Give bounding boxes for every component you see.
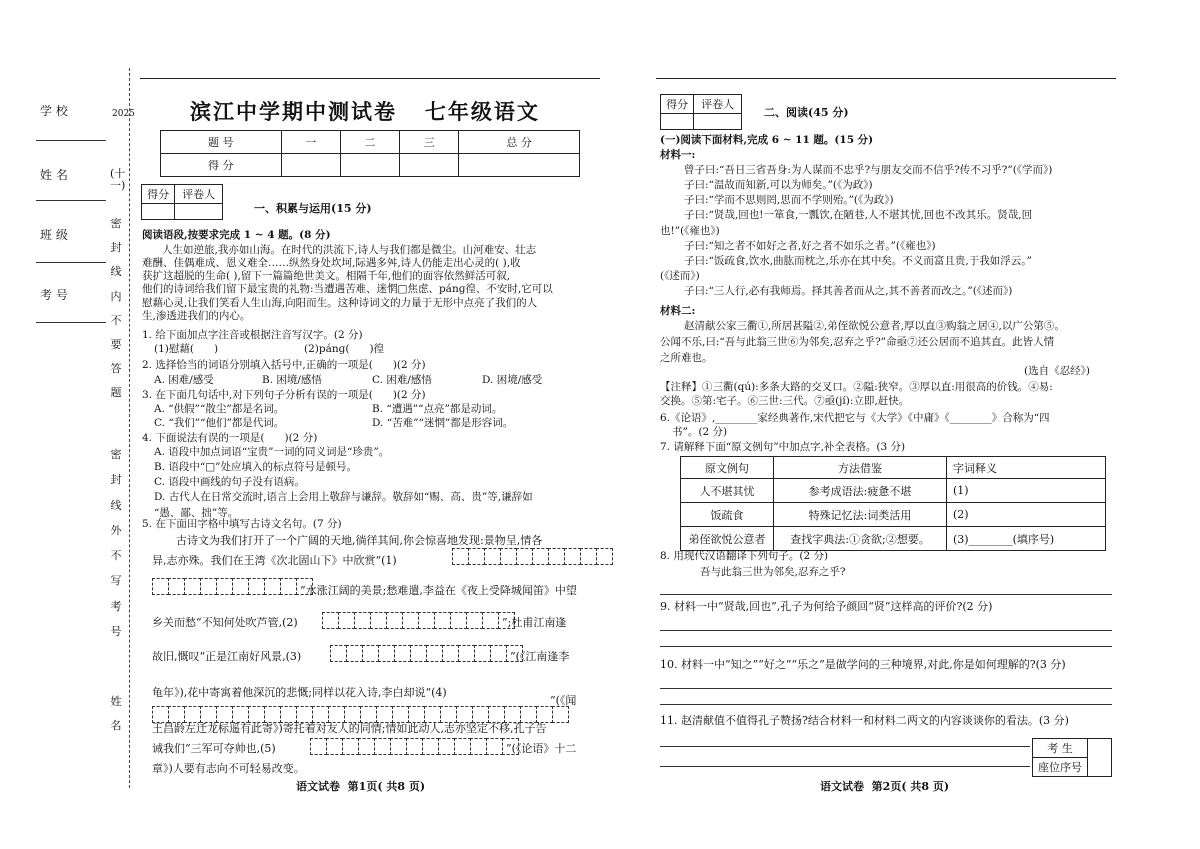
grader-name-label: 评卷人 bbox=[694, 95, 742, 114]
grader-name-label: 评卷人 bbox=[175, 185, 223, 204]
score-header-cell: 三 bbox=[400, 131, 459, 154]
question-8: 8. 用现代汉语翻译下列句子。(2 分) bbox=[660, 550, 829, 562]
page-2-footer: 语文试卷 第2页( 共8 页) bbox=[820, 780, 950, 793]
question-6-cont: 书”。(2 分) bbox=[672, 426, 728, 438]
name-vertical: 姓 名 bbox=[110, 695, 122, 733]
material-line: 子曰:“饭疏食,饮水,曲肱而枕之,乐亦在其中矣。不义而富且贵,于我如浮云。” bbox=[684, 254, 1032, 267]
score-cell[interactable] bbox=[340, 154, 399, 177]
grader-name-cell[interactable] bbox=[175, 204, 223, 220]
material-line: 赵清献公家三衢①,所居甚隘②,弟侄欲悦公意者,厚以直③购翁之居④,以广公第⑤。 bbox=[684, 320, 1065, 332]
q5-line: ”(《闻 bbox=[550, 694, 577, 707]
score-header-cell: 二 bbox=[340, 131, 399, 154]
name-field[interactable] bbox=[36, 200, 106, 201]
grader-score-label: 得分 bbox=[142, 185, 175, 204]
question-6: 6.《论语》,________家经典著作,宋代把它与《大学》《中庸》《________》合称为“四 bbox=[660, 412, 1050, 424]
answer-line-10[interactable] bbox=[660, 688, 1112, 689]
question-1: 1. 给下面加点字注音或根据注音写汉字。(2 分) bbox=[142, 329, 363, 341]
passage-line: 慰藉心灵,让我们笑看人生山海,向阳而生。这种诗词文的力量于无形中点亮了我们的人 bbox=[142, 296, 538, 309]
material-line: 子曰:“知之者不如好之者,好之者不如乐之者。”(《雍也》) bbox=[684, 239, 936, 252]
q7-answer-cell[interactable]: (2) bbox=[947, 503, 1106, 527]
score-header-cell: 一 bbox=[281, 131, 340, 154]
section-2-heading: 二、阅读(45 分) bbox=[764, 106, 849, 119]
q2-option[interactable]: A. 困难/感受 bbox=[154, 374, 214, 386]
grader-score-cell[interactable] bbox=[661, 114, 694, 130]
seat-number-box bbox=[1032, 738, 1112, 777]
seq-vertical: (十一) bbox=[110, 167, 126, 192]
q7-cell: 查找字典法:①贪欲;②想要。 bbox=[774, 527, 947, 551]
material-2 bbox=[660, 320, 1065, 365]
q7-cell: 饭疏食 bbox=[681, 503, 774, 527]
q5-line: 诫我们“三军可夺帅也,(5) bbox=[152, 742, 276, 755]
q7-cell: 弟侄欲悦公意者 bbox=[681, 527, 774, 551]
class-label: 班 级 bbox=[40, 228, 68, 242]
q2-option[interactable]: C. 困难/感悟 bbox=[372, 374, 432, 386]
material-line: 子曰:“三人行,必有我师焉。择其善者而从之,其不善者而改之。”(《述而》) bbox=[684, 285, 1013, 297]
q7-table bbox=[680, 456, 1106, 551]
answer-line-9[interactable] bbox=[660, 630, 1112, 631]
q5-line: 王昌龄左迁龙标遥有此寄》)寄托着对友人的同情;情如此动人,志亦坚定不移,孔子告 bbox=[152, 722, 547, 735]
q3-option[interactable]: B. “遭遇”“点亮”都是动词。 bbox=[372, 403, 503, 415]
q5-line: ”;杜甫江南逢 bbox=[502, 616, 567, 629]
name-label: 姓 名 bbox=[40, 168, 68, 182]
q7-cell: 人不堪其忧 bbox=[681, 479, 774, 503]
tianzige-1a[interactable] bbox=[452, 548, 612, 565]
school-field[interactable] bbox=[36, 140, 106, 141]
q5-line: ”(《论语》十二 bbox=[506, 742, 577, 755]
passage-line: 生,渗透进我们的内心。 bbox=[142, 309, 251, 322]
q5-line: 异,志亦殊。我们在王湾《次北固山下》中欣赏“(1) bbox=[152, 554, 397, 567]
q4-option[interactable]: A. 语段中加点词语“宝贵”一词的同义词是“珍贵”。 bbox=[154, 446, 390, 458]
reading-intro: 阅读语段,按要求完成 1 ~ 4 题。(8 分) bbox=[142, 229, 331, 241]
tianzige-1b[interactable] bbox=[152, 578, 312, 595]
tianzige-2[interactable] bbox=[322, 612, 514, 629]
q7-cell: 参考成语法:疲惫不堪 bbox=[774, 479, 947, 503]
score-cell[interactable] bbox=[400, 154, 459, 177]
top-rule bbox=[140, 78, 600, 79]
source-citation: (选自《忍经》) bbox=[1024, 365, 1090, 377]
grader-score-cell[interactable] bbox=[142, 204, 175, 220]
score-header-cell: 总 分 bbox=[459, 131, 580, 154]
material-1 bbox=[660, 164, 1052, 298]
exam-title: 滨江中学期中测试卷 七年级语文 bbox=[190, 99, 540, 124]
question-2: 2. 选择恰当的词语分别填入括号中,正确的一项是( )(2 分) bbox=[142, 359, 426, 371]
exam-no-label: 考 号 bbox=[40, 288, 68, 302]
material-line: 之所难也。 bbox=[660, 352, 713, 365]
q3-option[interactable]: D. “苦难”“迷惘”都是形容词。 bbox=[372, 417, 514, 429]
q7-header: 方法借鉴 bbox=[774, 457, 947, 479]
passage-line: 获扩这超脱的生命( ),留下一篇篇绝世美文。相隔千年,他们的面容依然鲜活可叙, bbox=[142, 270, 511, 283]
q7-cell: 特殊记忆法:词类活用 bbox=[774, 503, 947, 527]
q4-option[interactable]: D. 古代人在日常交流时,语言上会用上敬辞与谦辞。敬辞如“赐、高、贵”等,谦辞如 bbox=[154, 491, 533, 504]
q4-option-cont: “愚、鄙、拙”等。 bbox=[154, 506, 239, 519]
score-table bbox=[160, 130, 580, 177]
tianzige-4[interactable] bbox=[152, 706, 568, 723]
q4-options bbox=[154, 446, 533, 520]
answer-line-9b[interactable] bbox=[660, 646, 1112, 647]
grader-score-label: 得分 bbox=[661, 95, 694, 114]
material-line: 子曰:“贤哉,回也!一箪食,一瓢饮,在陋巷,人不堪其忧,回也不改其乐。贤哉,回 bbox=[684, 209, 1033, 222]
grader-name-cell[interactable] bbox=[694, 114, 742, 130]
q7-answer-cell[interactable]: (3)________(填序号) bbox=[947, 527, 1106, 551]
class-field[interactable] bbox=[36, 262, 106, 263]
material-line: 也!”(《雍也》) bbox=[660, 224, 720, 237]
q7-header: 字词释义 bbox=[947, 457, 1106, 479]
q4-option[interactable]: C. 语段中画线的句子没有语病。 bbox=[154, 476, 305, 489]
material-line: 子曰:“学而不思则罔,思而不学则殆。”(《为政》) bbox=[684, 194, 894, 207]
passage-line: 难酬、佳偶难成、恩义难全……纵然身处坎坷,际遇多舛,诗人仍能走出心灵的( ),收 bbox=[142, 257, 521, 270]
answer-line-11[interactable] bbox=[660, 746, 1030, 747]
school-label: 学 校 bbox=[40, 104, 68, 118]
q5-line: ”(《江南逢李 bbox=[510, 650, 570, 663]
q2-option[interactable]: D. 困境/感受 bbox=[482, 374, 543, 386]
material-2-label: 材料二: bbox=[660, 305, 696, 317]
q7-answer-cell[interactable]: (1) bbox=[947, 479, 1106, 503]
annotation: 【注释】①三衢(qú):多条大路的交叉口。②隘:狭窄。③厚以直:用很高的价钱。④易: bbox=[660, 381, 1053, 393]
question-10: 10. 材料一中“知之”“好之”“乐之”是做学问的三种境界,对此,你是如何理解的?(3 分) bbox=[660, 658, 1066, 671]
top-rule-2 bbox=[656, 78, 1116, 79]
q5-line: 古诗文为我们打开了一个广阔的天地,徜徉其间,你会惊喜地发现:景物呈,情各 bbox=[176, 534, 543, 547]
seat-label: 考 生 bbox=[1033, 739, 1088, 758]
material-line: 曾子曰:“吾日三省吾身:为人谋而不忠乎?与朋友交而不信乎?传不习乎?”(《学而》) bbox=[684, 164, 1053, 176]
score-cell[interactable] bbox=[281, 154, 340, 177]
seal-note-vertical: 密 封 线 内 不 要 答 题 bbox=[110, 217, 122, 400]
answer-line-10b[interactable] bbox=[660, 704, 1112, 705]
score-row-label: 得 分 bbox=[161, 154, 282, 177]
q7-header: 原文例句 bbox=[681, 457, 774, 479]
question-7: 7. 请解释下面“原文例句”中加点字,补全表格。(3 分) bbox=[660, 441, 906, 453]
passage-line: 人生如逆旅,我亦如山海。在时代的洪流下,诗人与我们都是微尘。山河难安、壮志 bbox=[162, 244, 537, 256]
material-line: 公闻不乐,曰:“吾与此翁三世⑥为邻矣,忍弃之乎?”命亟⑦还公居而不追其直。此皆人情 bbox=[660, 336, 1055, 349]
page-1-footer: 语文试卷 第1页( 共8 页) bbox=[296, 780, 426, 793]
score-header-cell: 题 号 bbox=[161, 131, 282, 154]
passage bbox=[142, 244, 553, 323]
q8-sentence: 吾与此翁三世为邻矣,忍弃之乎? bbox=[700, 566, 846, 578]
seal-note-vertical-2: 密 封 线 外 不 写 考 号 bbox=[110, 448, 122, 639]
question-5: 5. 在下面田字格中填写古诗文名句。(7 分) bbox=[142, 518, 342, 530]
seat-label-2: 座位序号 bbox=[1033, 758, 1088, 777]
grader-box-2 bbox=[660, 94, 742, 130]
q5-line: 龟年》),花中寄寓着他深沉的悲慨;同样以花入诗,李白却说“(4) bbox=[152, 686, 447, 699]
q4-option[interactable]: B. 语段中“□”处应填入的标点符号是顿号。 bbox=[154, 461, 358, 474]
year-vertical: 2025 bbox=[112, 109, 135, 119]
material-1-label: 材料一: bbox=[660, 149, 696, 161]
q3-option[interactable]: C. “我们”“他们”都是代词。 bbox=[154, 417, 285, 429]
material-line: 子曰:“温故而知新,可以为师矣。”(《为政》) bbox=[684, 179, 873, 192]
q3-option[interactable]: A. “供假”“散尘”都是名词。 bbox=[154, 403, 285, 415]
q5-line: 乡关而愁“不知何处吹芦管,(2) bbox=[152, 616, 298, 629]
question-4: 4. 下面说法有误的一项是( )(2 分) bbox=[142, 432, 318, 444]
question-11: 11. 赵清献值不值得孔子赞扬?结合材料一和材料二两文的内容谈谈你的看法。(3 分) bbox=[660, 714, 1069, 727]
answer-line-8[interactable] bbox=[660, 594, 1112, 595]
passage-line: 他们的诗词给我们留下最宝贵的礼物:当遭遇苦难、迷惘□焦虑、pánɡ徨、不安时,它可以 bbox=[142, 283, 553, 296]
part-1-intro: (一)阅读下面材料,完成 6 ~ 11 题。(15 分) bbox=[660, 134, 874, 146]
seat-number-cell[interactable] bbox=[1088, 739, 1112, 777]
seal-dashed-line bbox=[129, 68, 130, 788]
q1-option: (2)pánɡ( )徨 bbox=[304, 343, 385, 355]
q5-line: 故旧,慨叹“正是江南好风景,(3) bbox=[152, 650, 302, 663]
answer-line-11b[interactable] bbox=[660, 766, 1030, 767]
q5-line: ”水涨江阔的美景;愁难遣,李益在《夜上受降城闻笛》中望 bbox=[300, 584, 577, 597]
tianzige-3[interactable] bbox=[330, 645, 522, 662]
q5-line: 章》)人要有志向不可轻易改变。 bbox=[152, 762, 305, 775]
q1-option: (1)慰藉( ) bbox=[154, 343, 219, 355]
question-9: 9. 材料一中“贤哉,回也”,孔子为何给予颜回“贤”这样高的评价?(2 分) bbox=[660, 600, 993, 613]
score-cell[interactable] bbox=[459, 154, 580, 177]
exam-no-field[interactable] bbox=[36, 322, 106, 323]
grader-box bbox=[141, 184, 223, 220]
annotation-2: 交换。⑤第:宅子。⑥三世:三代。⑦亟(jí):立即,赶快。 bbox=[660, 395, 910, 407]
material-line: (《述而》) bbox=[660, 269, 700, 282]
q2-option[interactable]: B. 困境/感悟 bbox=[262, 374, 322, 386]
question-3: 3. 在下面几句话中,对下列句子分析有误的一项是( )(2 分) bbox=[142, 389, 426, 401]
tianzige-5[interactable] bbox=[310, 738, 518, 755]
section-1-heading: 一、积累与运用(15 分) bbox=[254, 202, 372, 215]
